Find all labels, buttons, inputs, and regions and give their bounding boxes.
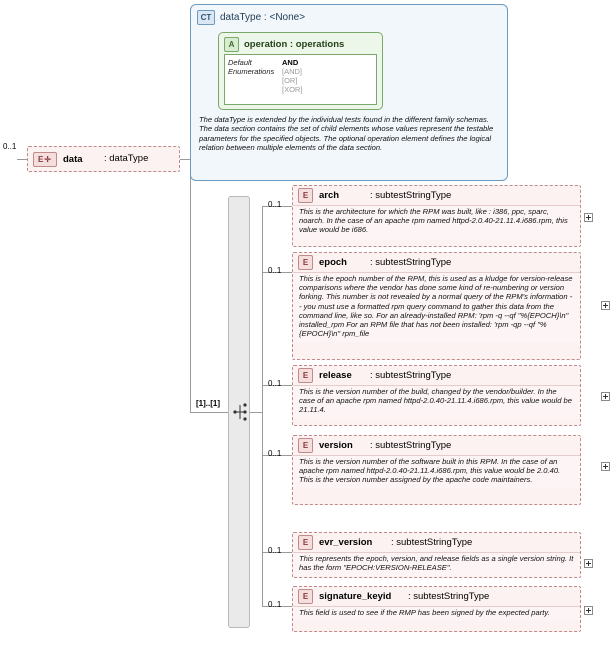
child-header	[293, 533, 580, 552]
default-value: AND	[282, 58, 299, 67]
attribute-icon: A	[224, 37, 239, 52]
child-header	[293, 186, 580, 205]
child-name: release	[319, 370, 352, 381]
child-name: signature_keyid	[319, 591, 392, 602]
child-type: : subtestStringType	[370, 257, 452, 268]
connector-line	[190, 159, 191, 412]
child-header	[293, 436, 580, 455]
child-documentation: This is the epoch number of the RPM, this is used as a kludge for version-release comparisons where the vendor has done some kind of re-numbering or version forking. This number is not revealed by a normal query of the RPM's information -- you must use a formatted rpm query command to gather this data from the command line, like so. For an already-installed RPM: 'rpm -q --qf "%{EPOCH}\n" installed_rpm For an RPM file that has not been installed: 'rpm -qp --qf "%{EPOCH}\n" rpm_file	[293, 272, 580, 342]
complex-type-documentation: The dataType is extended by the individual tests found in the different family schemas. The data section contains the set of child elements whose values represent the testable parameters for the specified objects. The optional operation element defines the logical relation between multiple elements of the data section.	[199, 115, 494, 153]
expand-version-icon[interactable]	[601, 462, 610, 471]
child-type: : subtestStringType	[391, 537, 473, 548]
complex-type-box	[190, 4, 508, 181]
child-header	[293, 587, 580, 606]
connector-line	[250, 412, 262, 413]
child-cardinality: 0..1	[268, 449, 282, 458]
data-element-name: data	[63, 154, 83, 165]
enumeration-value-and: [AND]	[282, 67, 303, 76]
default-label: Default	[228, 58, 252, 67]
attribute-group-details	[224, 54, 377, 105]
data-element-type: : dataType	[104, 153, 149, 164]
attribute-group-header	[224, 37, 344, 52]
expand-evr-version-icon[interactable]	[584, 559, 593, 568]
child-documentation: This field is used to see if the RMP has been signed by the expected party.	[293, 606, 580, 621]
child-element-epoch[interactable]	[292, 252, 581, 360]
element-icon: E	[298, 255, 313, 270]
expand-arch-icon[interactable]	[584, 213, 593, 222]
enumeration-value-xor: [XOR]	[282, 85, 303, 94]
child-element-version[interactable]	[292, 435, 581, 505]
child-element-signature-keyid[interactable]	[292, 586, 581, 632]
child-type: : subtestStringType	[370, 190, 452, 201]
child-name: arch	[319, 190, 340, 201]
enumerations-label: Enumerations	[228, 67, 275, 76]
connector-trunk	[262, 206, 263, 606]
child-name: evr_version	[319, 537, 373, 548]
expand-release-icon[interactable]	[601, 392, 610, 401]
enumeration-value-or: [OR]	[282, 76, 298, 85]
complex-type-title: dataType : <None>	[220, 11, 306, 23]
element-icon: E	[298, 535, 313, 550]
connector-line	[190, 412, 228, 413]
sequence-compositor-icon	[233, 402, 247, 422]
attribute-group-box[interactable]	[218, 32, 383, 110]
element-icon: E	[298, 368, 313, 383]
child-cardinality: 0..1	[268, 546, 282, 555]
child-header	[293, 366, 580, 385]
child-name: version	[319, 440, 353, 451]
attribute-detail-values	[280, 55, 302, 104]
connector-line	[180, 159, 190, 160]
sequence-cardinality: [1]..[1]	[196, 399, 220, 408]
connector-line	[17, 159, 27, 160]
complex-type-icon: CT	[197, 10, 215, 25]
data-element-header	[33, 152, 83, 167]
child-cardinality: 0..1	[268, 266, 282, 275]
child-type: : subtestStringType	[408, 591, 490, 602]
expand-signature-keyid-icon[interactable]	[584, 606, 593, 615]
data-element-box[interactable]	[27, 146, 180, 172]
child-header	[293, 253, 580, 272]
child-cardinality: 0..1	[268, 379, 282, 388]
child-name: epoch	[319, 257, 347, 268]
child-type: : subtestStringType	[370, 440, 452, 451]
child-documentation: This is the architecture for which the RPM was built, like : i386, ppc, sparc, noarch. In the case of an apache rpm named httpd-2.0.40-21.11.4.i686.rpm, this value would be i686.	[293, 205, 580, 239]
child-documentation: This is the version number of the build, changed by the vendor/builder. In the case of an apache rpm named httpd-2.0.40-21.11.4.i686.rpm, this value would be 21.11.4.	[293, 385, 580, 419]
element-icon: E	[298, 188, 313, 203]
child-element-release[interactable]	[292, 365, 581, 426]
element-icon: E	[298, 438, 313, 453]
element-icon: E	[298, 589, 313, 604]
child-element-evr-version[interactable]	[292, 532, 581, 578]
complex-type-header	[197, 10, 305, 24]
child-cardinality: 0..1	[268, 600, 282, 609]
child-element-arch[interactable]	[292, 185, 581, 247]
child-documentation: This is the version number of the software built in this RPM. In the case of an apache rpm named httpd-2.0.40-21.11.4.i686.rpm, this value would be 2.0.40. This is the version number assigned by the apache code maintainers.	[293, 455, 580, 489]
child-cardinality: 0..1	[268, 200, 282, 209]
element-expand-icon[interactable]: E✛	[33, 152, 57, 167]
data-element-cardinality: 0..1	[3, 142, 17, 151]
attribute-group-title: operation : operations	[244, 39, 345, 50]
attribute-detail-labels	[225, 55, 280, 104]
child-documentation: This represents the epoch, version, and release fields as a single version string. It has the form "EPOCH:VERSION-RELEASE".	[293, 552, 580, 576]
child-type: : subtestStringType	[370, 370, 452, 381]
expand-epoch-icon[interactable]	[601, 301, 610, 310]
